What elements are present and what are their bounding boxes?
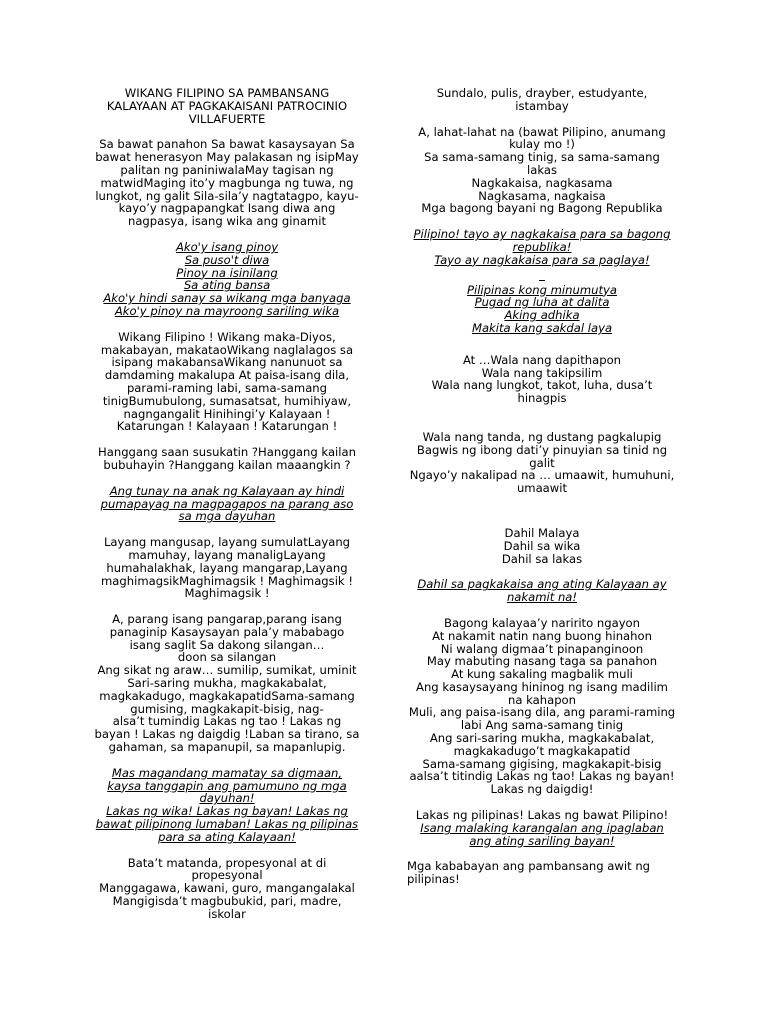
poem-line: At …Wala nang dapithapon xyxy=(462,352,622,367)
poem-line: Nagkasama, nagkaisa xyxy=(478,188,606,203)
poem-line: Sama-samang gigising, magkakapit-bisig xyxy=(422,756,662,771)
poem-line: pumapayag na magpagapos na parang aso xyxy=(100,496,354,511)
poem-line: Lakas ng daigdig! xyxy=(490,782,594,797)
emphasized-stanza xyxy=(89,241,365,318)
poem-line: Dahil Malaya xyxy=(504,525,580,540)
poem-line: istambay xyxy=(515,98,569,113)
poem-line: magkakadugo’t magkakapatid xyxy=(453,743,631,758)
poem-line: bayan ! Lakas ng daigdig !Laban sa tirano, sa xyxy=(94,727,360,742)
stanza xyxy=(403,87,681,113)
poem-line: Pilipino! tayo ay nagkakaisa para sa bagong xyxy=(413,227,671,242)
poem-line: humahalakhak, layang mangarap,Layang xyxy=(106,560,348,575)
poem-line: Bata’t matanda, propesyonal at di xyxy=(127,855,327,870)
stanza xyxy=(403,617,681,796)
poem-line: Sa ating bansa xyxy=(183,278,271,293)
poem-line: Ang tunay na anak ng Kalayaan ay hindi xyxy=(109,483,345,498)
poem-line: bawat henerasyon May palakasan ng isipMay xyxy=(95,150,359,165)
title-line: WIKANG FILIPINO SA PAMBANSANG xyxy=(124,86,330,100)
poem-title xyxy=(89,87,365,125)
poem-line: At nakamit natin nang buong hinahon xyxy=(432,628,652,643)
poem-line: Aking adhika xyxy=(504,308,580,323)
emphasized-stanza xyxy=(403,822,681,848)
poem-line: labi Ang sama-samang tinig xyxy=(460,718,624,733)
stanza xyxy=(89,613,365,754)
poem-line: Lakas ng pilipinas! Lakas ng bawat Pilipino! xyxy=(415,808,669,823)
emphasized-stanza xyxy=(403,578,681,604)
poem-line: panaginip Kasaysayan pala’y mababago xyxy=(109,624,345,639)
poem-line: Mangigisda’t magbubukid, pari, madre, xyxy=(112,894,342,909)
poem-line: aalsa’t titindig Lakas ng tao! Lakas ng bayan! xyxy=(409,769,675,784)
poem-line: Ngayo’y nakalipad na … umaawit, humuhuni, xyxy=(409,468,675,483)
poem-line: parami-raming labi, sama-samang xyxy=(126,380,328,395)
poem-line: Manggagawa, kawani, guro, mangangalakal xyxy=(99,881,355,896)
poem-line: bawat pilipinong lumaban! Lakas ng pilipinas xyxy=(95,817,359,832)
poem-line: tinigBumubulong, sumasatsat, humihiyaw, xyxy=(102,393,352,408)
poem-line: A, parang isang pangarap,parang isang xyxy=(112,612,342,627)
poem-line: Dahil sa wika xyxy=(503,538,581,553)
poem-line: Sa sama-samang tinig, sa sama-samang xyxy=(424,150,660,165)
title-line: KALAYAAN AT PAGKAKAISANI PATROCINIO xyxy=(106,98,348,113)
poem-line: kaysa tanggapin ang pamumuno ng mga xyxy=(107,778,347,793)
poem-line: May mabuting nasang taga sa panahon xyxy=(426,654,658,669)
poem-line: Pinoy na isinilang xyxy=(176,265,278,280)
poem-line: propesyonal xyxy=(191,868,263,883)
poem-line: ang ating sariling bayan! xyxy=(469,833,615,848)
poem-line: Bagong kalayaa’y naririto ngayon xyxy=(443,615,640,630)
poem-line: Wala nang tanda, ng dustang pagkalupig xyxy=(422,429,662,444)
poem-line: Sa puso't diwa xyxy=(184,252,270,267)
poem-line: umaawit xyxy=(516,481,568,496)
poem-line: Maghimagsik ! xyxy=(184,586,270,601)
poem-line: Ako'y isang pinoy xyxy=(175,239,279,254)
poem-line: At kung sakaling magbalik muli xyxy=(451,667,633,682)
poem-line: gahaman, sa mapanupil, sa mapanlupig. xyxy=(108,740,346,755)
emphasized-stanza xyxy=(403,228,681,266)
poem-line: Hanggang saan susukatin ?Hanggang kailan xyxy=(98,445,356,460)
poem-line: galit xyxy=(529,455,555,470)
poem-line: Ako'y pinoy na mayroong sariling wika xyxy=(114,303,340,318)
emphasized-stanza xyxy=(89,767,365,805)
poem-line: Ang kasaysayang hininog ng isang madilim xyxy=(416,679,668,694)
poem-line: damdaming makalupa At paisa-isang dila, xyxy=(104,368,350,383)
stanza xyxy=(403,527,681,565)
poem-line: maghimagsikMaghimagsik ! Maghimagsik ! xyxy=(101,573,353,588)
poem-line: A, lahat-lahat na (bawat Pilipino, anumang xyxy=(418,124,666,139)
poem-line: republika! xyxy=(512,239,572,254)
left-column xyxy=(89,87,365,934)
poem-line: Wikang Filipino ! Wikang maka-Diyos, xyxy=(118,329,336,344)
poem-line: lakas xyxy=(527,162,557,177)
poem-line: dayuhan! xyxy=(199,791,255,806)
poem-line: Sundalo, pulis, drayber, estudyante, xyxy=(436,86,648,100)
stanza xyxy=(89,536,365,600)
poem-line: Pugad ng luha at dalita xyxy=(474,295,610,310)
poem-line: Layang mangusap, layang sumulatLayang xyxy=(103,535,351,550)
poem-line: Katarungan ! Kalayaan ! Katarungan ! xyxy=(116,419,338,434)
poem-line: na kahapon xyxy=(507,692,576,707)
poem-line: pilipinas! xyxy=(407,872,460,887)
right-column xyxy=(403,87,681,899)
poem-line: Dahil sa pagkakaisa ang ating Kalayaan ay xyxy=(417,577,667,592)
poem-line: gumising, magkakapit-bisig, nag- xyxy=(130,701,324,716)
poem-line: isang saglit Sa dakong silangan… xyxy=(129,637,325,652)
poem-line: magkakadugo, magkakapatidSama-samang xyxy=(99,688,355,703)
stanza xyxy=(89,857,365,921)
title-line: VILLAFUERTE xyxy=(188,111,266,126)
closing-stanza xyxy=(407,860,681,886)
poem-line: doon sa silangan xyxy=(177,650,277,665)
poem-line: bubuhayin ?Hanggang kailan maaangkin ? xyxy=(103,457,351,472)
stanza xyxy=(89,138,365,228)
poem-line: sa mga dayuhan xyxy=(178,509,276,524)
poem-line: Ni walang digmaa’t pinapanginoon xyxy=(440,641,644,656)
stanza xyxy=(403,809,681,822)
poem-line: Tayo ay nagkakaisa para sa paglaya! xyxy=(434,252,650,267)
poem-line: Wala nang takipsilim xyxy=(481,365,603,380)
poem-line: Wala nang lungkot, takot, luha, dusa’t xyxy=(431,378,653,393)
poem-line: Dahil sa lakas xyxy=(501,551,583,566)
poem-line: Ang sari-saring mukha, magkakabalat, xyxy=(429,731,655,746)
poem-line: Makita kang sakdal laya xyxy=(471,320,613,335)
poem-line: kulay mo !) xyxy=(509,137,575,152)
poem-line: makabayan, makataoWikang naglalagos sa xyxy=(100,342,354,357)
poem-line: Lakas ng wika! Lakas ng bayan! Lakas ng xyxy=(106,804,348,819)
poem-line: Pilipinas kong minumutya xyxy=(467,282,617,297)
poem-line: iskolar xyxy=(208,906,246,921)
poem-line: Muli, ang paisa-isang dila, ang parami-raming xyxy=(408,705,676,720)
stanza xyxy=(403,354,681,405)
poem-line: isipang makabansaWikang nanunuot sa xyxy=(111,355,343,370)
poem-line: matwidMaging ito’y magbunga ng tuwa, ng xyxy=(100,175,354,190)
poem-line: kayo’y nagpapangkat Isang diwa ang xyxy=(118,201,336,216)
stanza xyxy=(89,446,365,472)
poem-line: para sa ating Kalayaan! xyxy=(158,829,296,844)
stanza xyxy=(403,126,681,216)
poem-line: alsa’t tumindig Lakas ng tao ! Lakas ng xyxy=(112,714,342,729)
poem-line: hinagpis xyxy=(517,391,567,406)
poem-line: nagngangalit Hinihingi’y Kalayaan ! xyxy=(123,406,331,421)
emphasized-stanza xyxy=(89,485,365,523)
poem-line: Ako'y hindi sanay sa wikang mga banyaga xyxy=(103,291,351,306)
poem-line: Nagkakaisa, nagkasama xyxy=(471,175,613,190)
emphasized-stanza xyxy=(89,805,365,843)
emphasized-stanza xyxy=(403,284,681,335)
poem-line: Mas magandang mamatay sa digmaan, xyxy=(111,765,343,780)
poem-line: Isang malaking karangalan ang ipaglaban xyxy=(420,820,664,835)
stanza xyxy=(403,431,681,495)
poem-line: Bagwis ng ibong dati’y pinuyian sa tinid ng xyxy=(416,442,668,457)
poem-line: palitan ng paniniwalaMay tagisan ng xyxy=(120,162,334,177)
poem-line: Mga bagong bayani ng Bagong Republika xyxy=(421,201,663,216)
poem-line: Sari-saring mukha, magkakabalat, xyxy=(127,676,327,691)
divider-mark xyxy=(403,280,681,284)
poem-line: Ang sikat ng araw… sumilip, sumikat, uminit xyxy=(97,663,357,678)
poem-line: Sa bawat panahon Sa bawat kasaysayan Sa xyxy=(99,137,355,152)
poem-line: mamuhay, layang manaligLayang xyxy=(128,547,326,562)
stanza xyxy=(89,331,365,433)
poem-line: lungkot, ng galit Sila-sila’y nagtatagpo, kayu- xyxy=(95,188,359,203)
poem-line: nakamit na! xyxy=(506,590,578,605)
poem-line: Mga kababayan ang pambansang awit ng xyxy=(407,859,651,874)
poem-line: nagpasya, isang wika ang ginamit xyxy=(127,214,326,229)
